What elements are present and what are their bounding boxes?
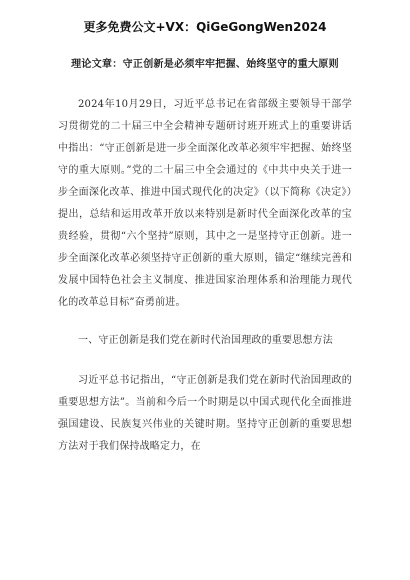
- section-heading: 一、守正创新是我们党在新时代治国理政的重要思想方法: [78, 335, 333, 346]
- promo-banner: 更多免费公文+VX：QiGeGongWen2024: [83, 20, 327, 34]
- body-paragraph: 2024年10月29日，习近平总书记在省部级主要领导干部学习贯彻党的二十届三中全会精神专题研讨班开班式上的重要讲话中指出：“守正创新是进一步全面深化改革必须牢牢把握、始终坚守的重大原则。”党的二十届三中全会通过的《中共中央关于进一步全面深化改革、推进中国式现代化的决定》（以下简称《决定》）提出，总结和运用改革开放以来特别是新时代全面深化改革的宝贵经验，贯彻“六个坚持”原则，其中之一是坚持守正创新。进一步全面深化改革必须坚持守正创新的重大原则，锚定“继续完善和发展中国特色社会主义制度、推进国家治理体系和治理能力现代化的改革总目标”奋勇前进。: [58, 99, 352, 308]
- section-paragraph: 习近平总书记指出，“守正创新是我们党在新时代治国理政的重要思想方法”。当前和今后一个时期是以中国式现代化全面推进强国建设、民族复兴伟业的关键时期。坚持守正创新的重要思想方法对于我们保持战略定力，在: [58, 375, 352, 452]
- document-title: 理论文章：守正创新是必须牢牢把握、始终坚守的重大原则: [71, 59, 339, 70]
